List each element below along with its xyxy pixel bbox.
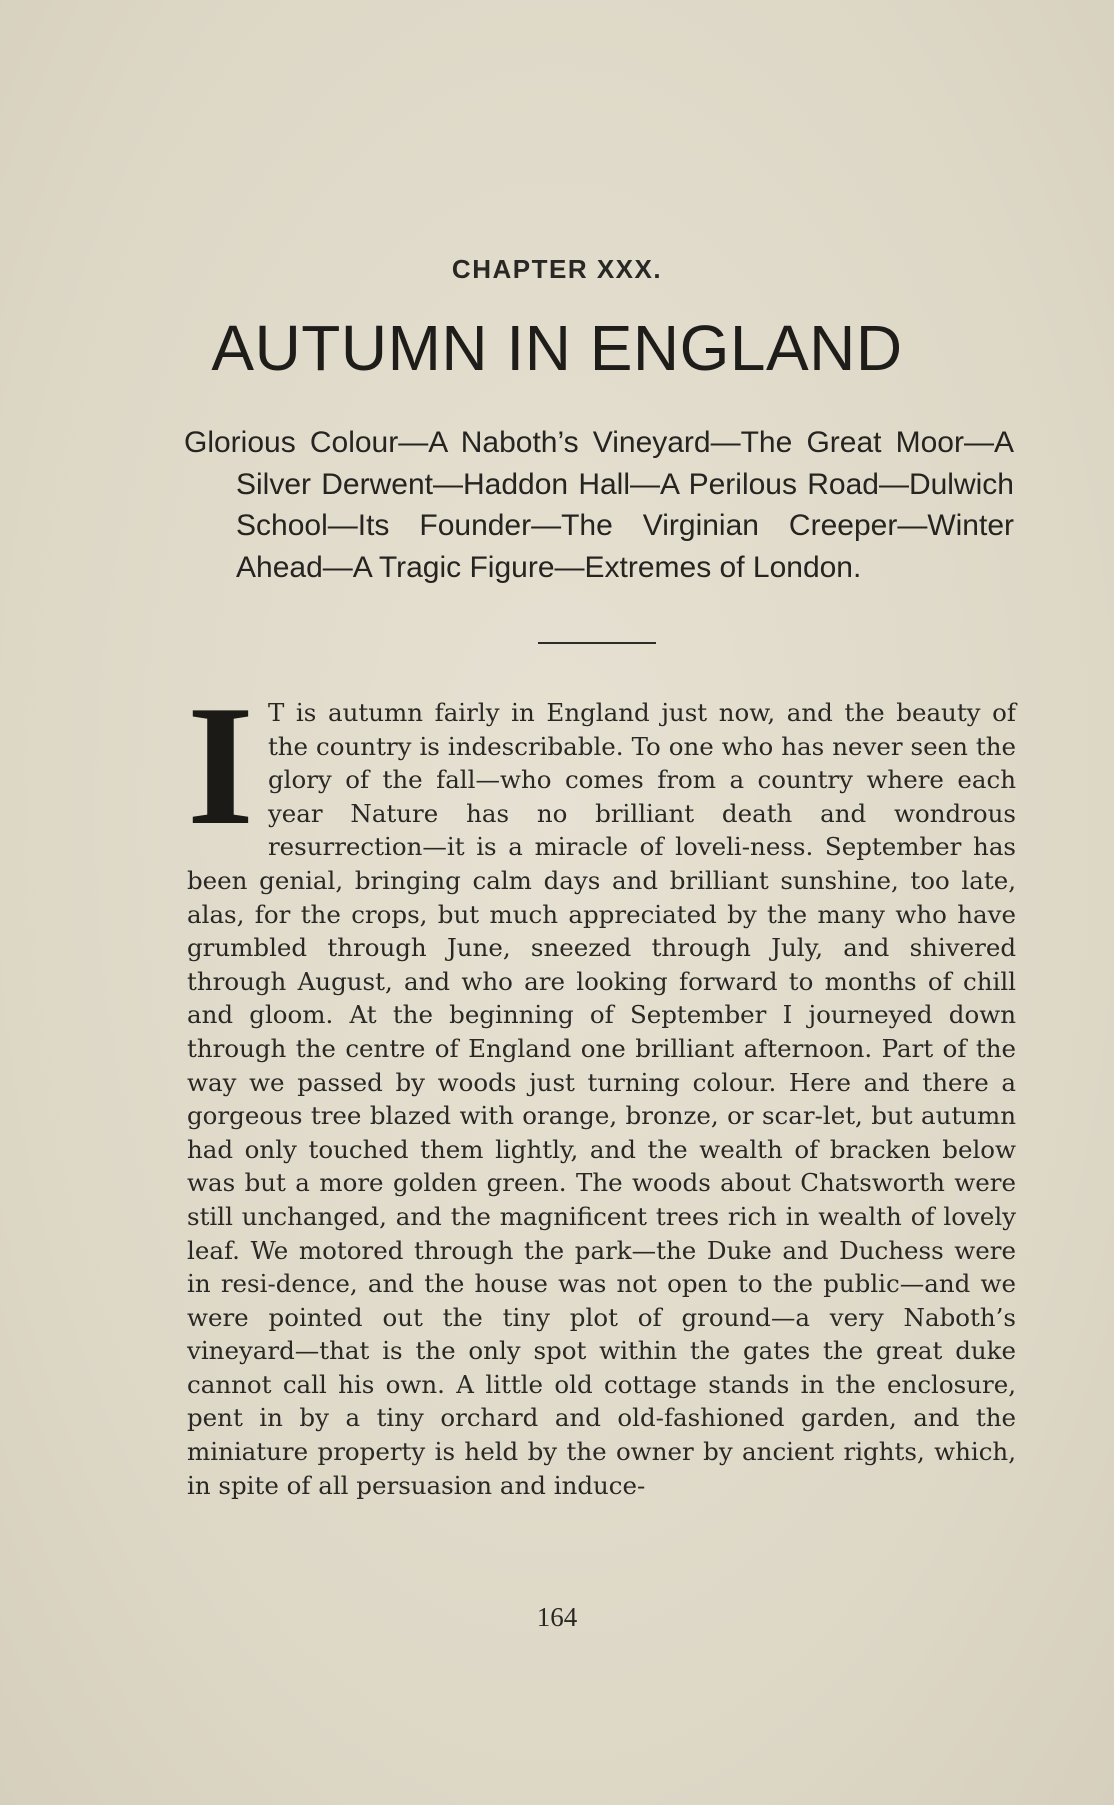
- chapter-number: CHAPTER XXX.: [451, 254, 663, 284]
- drop-cap: I: [187, 671, 254, 861]
- body-text: [187, 671, 1016, 1502]
- body-paragraph: [187, 671, 1016, 1502]
- paragraph-text: T is autumn fairly in England just now, and the beauty of the country is indescribable. To one who has never seen the glory of the fall—who comes from a country where each year Nature has no brilliant death and wondrous resurrection—it is a miracle of loveli-ness. September has been genial, bringing calm days and brilliant sunshine, too late, alas, for the crops, but much appreciated by the many who have grumbled through June, sneezed through July, and shivered through August, and who are looking forward to months of chill and gloom. At the beginning of September I journeyed down through the centre of England one brilliant afternoon. Part of the way we passed by woods just turning colour. Here and there a gorgeous tree blazed with orange, bronze, or scar-let, but autumn had only touched them lightly, and the wealth of bracken below was but a more golden green. The woods about Chatsworth were still unchanged, and the magnificent trees rich in wealth of lovely leaf. We motored through the park—the Duke and Duchess were in resi-dence, and the house was not open to the public—and we were pointed out the tiny plot of ground—a very Naboth’s vineyard—that is the only spot within the gates the great duke cannot call his own. A little old cottage stands in the enclosure, pent in by a tiny orchard and old-fashioned garden, and the miniature property is held by the owner by ancient rights, which, in spite of all persuasion and induce-: [187, 698, 1016, 1500]
- chapter-synopsis: [184, 422, 1014, 588]
- synopsis-text: Glorious Colour—A Naboth’s Vineyard—The Great Moor—A Silver Derwent—Haddon Hall—A Perilous Road—Dulwich School—Its Founder—The Virginian Creeper—Winter Ahead—A Tragic Figure—Extremes of London.: [184, 426, 1014, 584]
- section-divider: [538, 642, 656, 644]
- chapter-title: AUTUMN IN ENGLAND: [211, 312, 903, 384]
- page-number: 164: [536, 1602, 578, 1632]
